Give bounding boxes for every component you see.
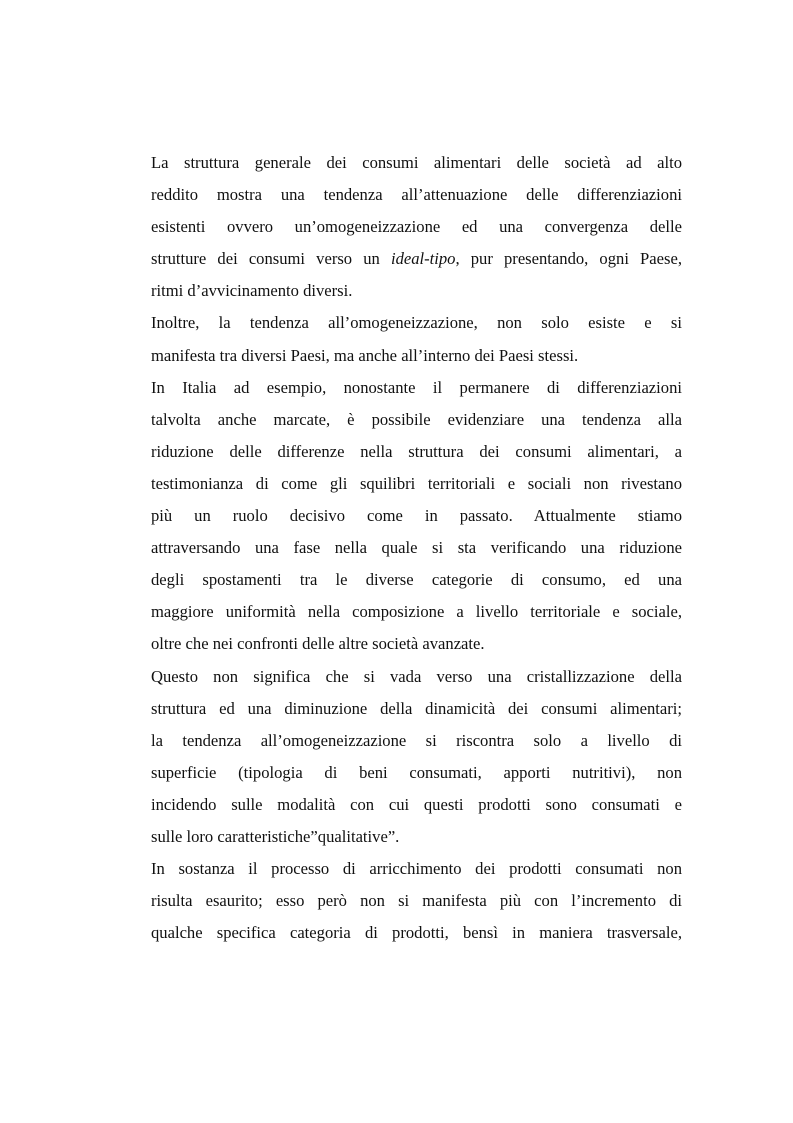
text-line: ritmi d’avvicinamento diversi. xyxy=(151,281,353,301)
text-line: La struttura generale dei consumi alimentari delle società ad alto xyxy=(151,153,682,172)
text-line: la tendenza all’omogeneizzazione si riscontra solo a livello di xyxy=(151,730,682,750)
text-line: sulle loro caratteristiche”qualitative”. xyxy=(151,826,400,846)
text-line xyxy=(151,243,682,275)
text-line: struttura ed una diminuzione della dinamicità dei consumi alimentari; xyxy=(151,698,682,718)
text-segment: , pur presentando, ogni Paese, xyxy=(455,249,682,269)
text-line: Inoltre, la tendenza all’omogeneizzazione, non solo esiste e si xyxy=(151,313,682,333)
body-text xyxy=(151,147,682,949)
text-line: attraversando una fase nella quale si sta verificando una riduzione xyxy=(151,538,682,558)
text-line: manifesta tra diversi Paesi, ma anche all’interno dei Paesi stessi. xyxy=(151,345,579,365)
text-line: Questo non significa che si vada verso una cristallizzazione della xyxy=(151,666,682,686)
text-line: degli spostamenti tra le diverse categorie di consumo, ed una xyxy=(151,570,682,590)
text-line: talvolta anche marcate, è possibile evidenziare una tendenza alla xyxy=(151,409,682,429)
text-line: esistenti ovvero un’omogeneizzazione ed una convergenza delle xyxy=(151,217,682,237)
text-segment: strutture dei consumi verso un xyxy=(151,249,391,269)
text-line: testimonianza di come gli squilibri territoriali e sociali non rivestano xyxy=(151,473,682,493)
italic-term: ideal-tipo xyxy=(390,249,456,269)
text-line: riduzione delle differenze nella struttura dei consumi alimentari, a xyxy=(151,441,682,461)
text-line: In sostanza il processo di arricchimento dei prodotti consumati non xyxy=(151,859,682,879)
text-line: più un ruolo decisivo come in passato. Attualmente stiamo xyxy=(151,506,682,526)
text-line: qualche specifica categoria di prodotti, bensì in maniera trasversale, xyxy=(151,923,682,943)
text-line: reddito mostra una tendenza all’attenuazione delle differenziazioni xyxy=(151,185,682,205)
text-line: oltre che nei confronti delle altre società avanzate. xyxy=(151,634,485,654)
text-line: maggiore uniformità nella composizione a livello territoriale e sociale, xyxy=(151,602,682,622)
text-line: incidendo sulle modalità con cui questi prodotti sono consumati e xyxy=(151,794,682,814)
text-line: risulta esaurito; esso però non si manifesta più con l’incremento di xyxy=(151,891,682,911)
text-line: In Italia ad esempio, nonostante il permanere di differenziazioni xyxy=(151,377,682,397)
text-line: superficie (tipologia di beni consumati, apporti nutritivi), non xyxy=(151,762,682,782)
